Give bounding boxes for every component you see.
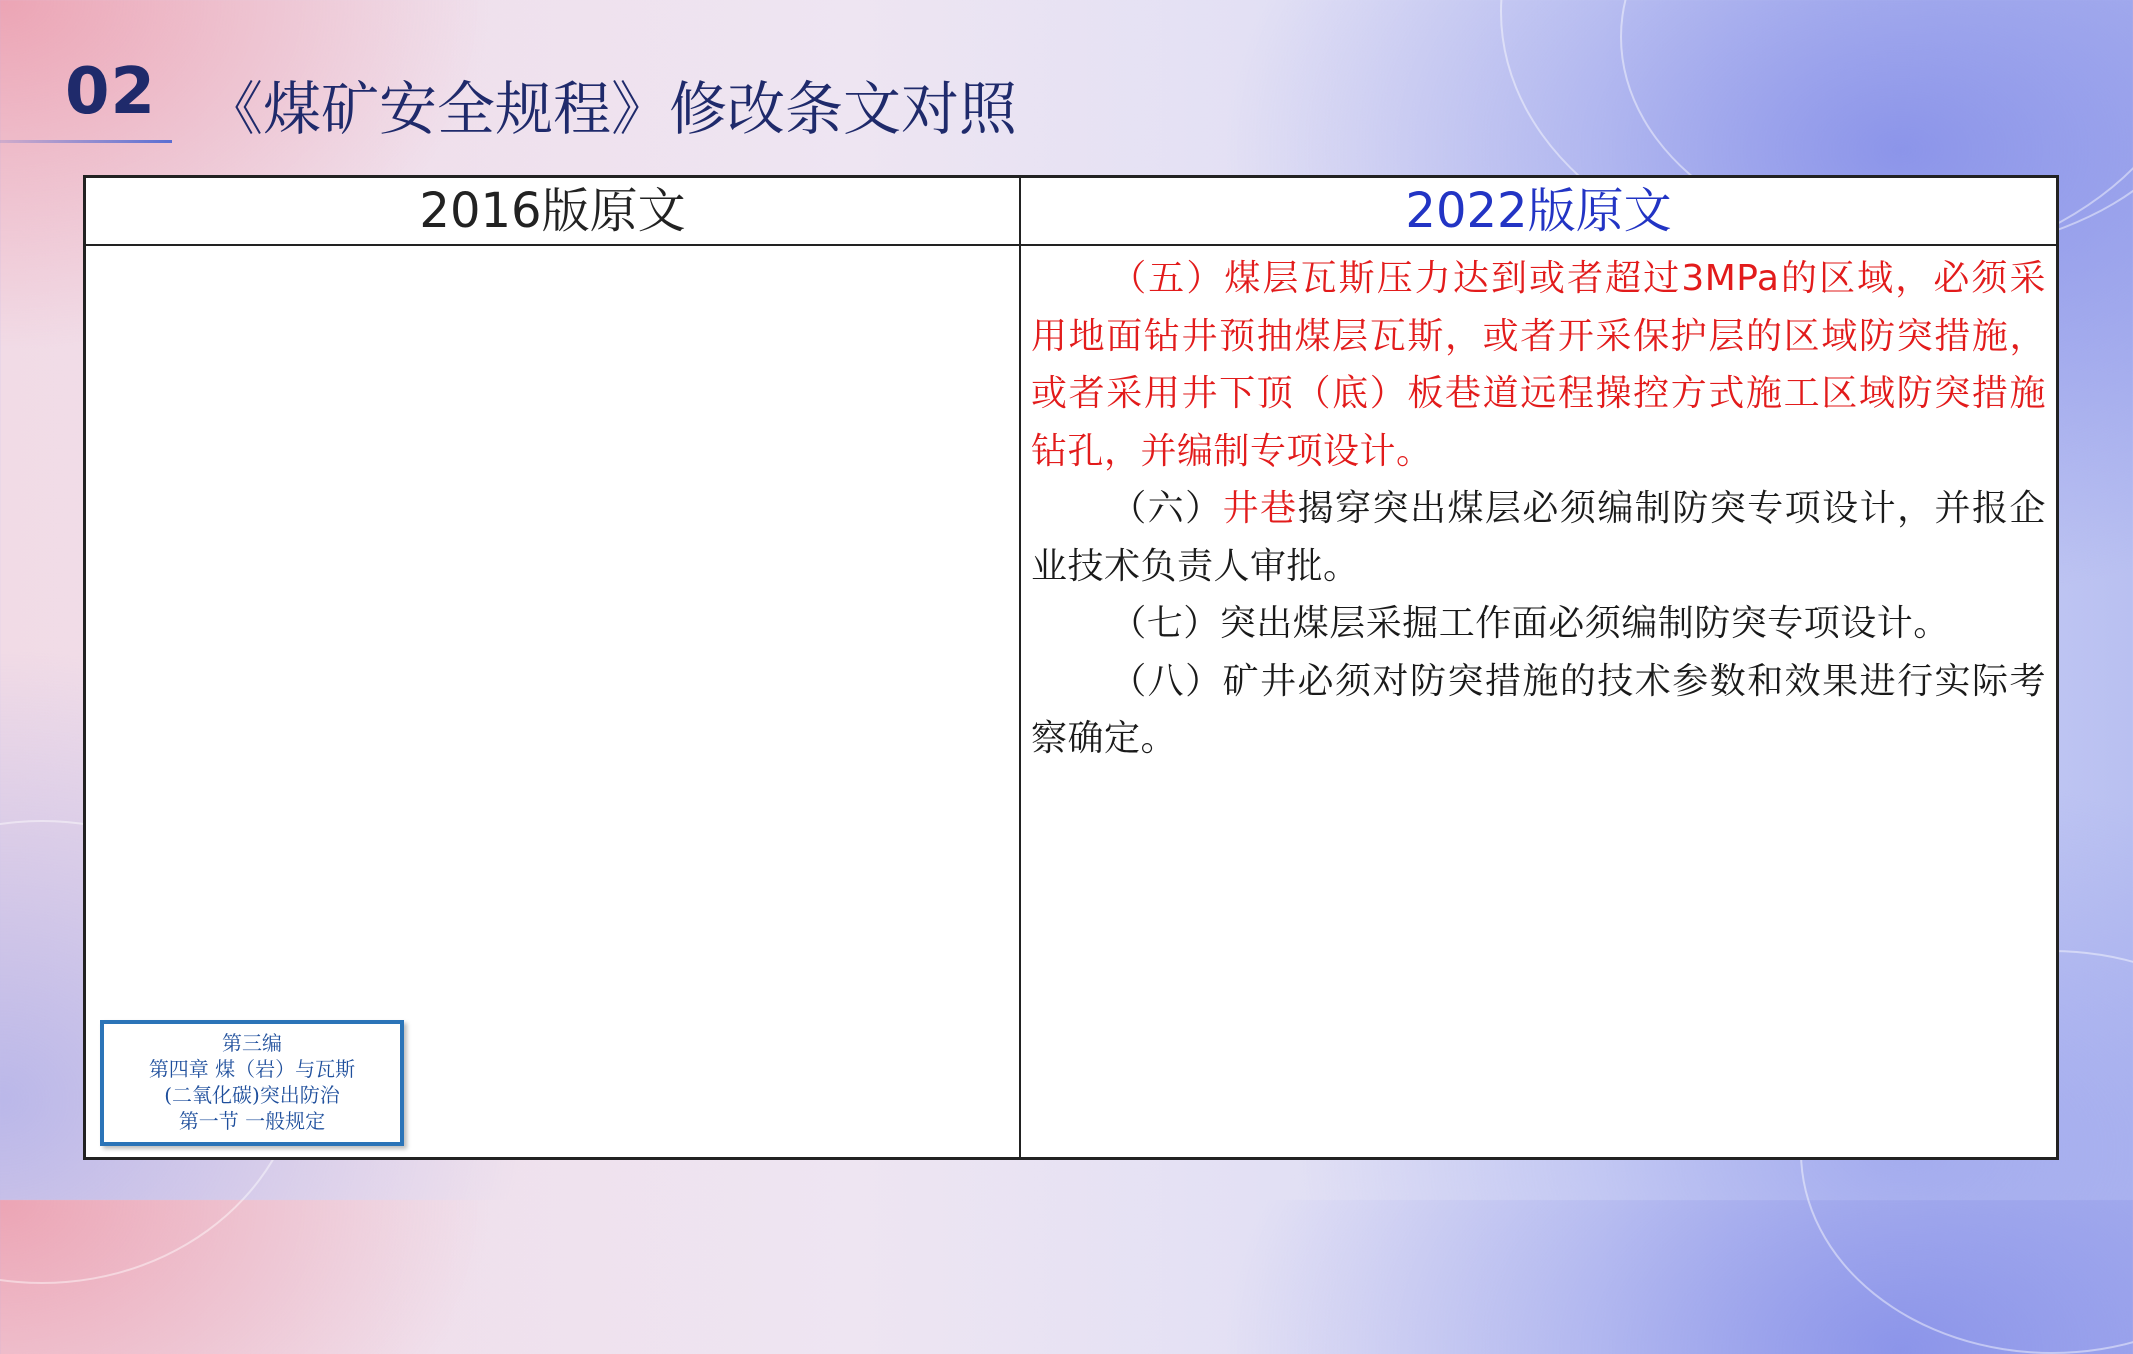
source-line: 第四章 煤（岩）与瓦斯 [148,1057,356,1081]
clause-text: （六） [1110,488,1223,529]
clause-text: （七）突出煤层采掘工作面必须编制防突专项设计。 [1110,603,1950,644]
clause-paragraph [1031,595,2046,653]
source-reference-box [100,1020,404,1146]
clause-paragraph [1031,653,2046,768]
clause-text: （八）矿井必须对防突措施的技术参数和效果进行实际考察确定。 [1031,660,2046,759]
right-column-body [1031,246,2046,768]
source-line: 第三编 [222,1031,282,1055]
right-column-header: 2022版原文 [1405,183,1672,239]
clause-paragraph [1031,250,2046,480]
source-line: (二氧化碳)突出防治 [164,1083,340,1107]
slide-number: 02 [65,55,157,129]
comparison-table [83,175,2059,1160]
slide-title: 《煤矿安全规程》修改条文对照 [205,75,1018,143]
slide-header [0,40,1200,150]
column-divider [1019,178,1021,1157]
clause-paragraph [1031,480,2046,595]
left-column-header: 2016版原文 [419,183,686,239]
source-line: 第一节 一般规定 [178,1109,326,1133]
clause-text: 揭穿突出煤层必须编制防突专项设计，并报企业技术负责人审批。 [1031,488,2046,587]
clause-text-red: （五）煤层瓦斯压力达到或者超过3MPa的区域，必须采用地面钻井预抽煤层瓦斯，或者开采保护层的区域防突措施，或者采用井下顶（底）板巷道远程操控方式施工区域防突措施钻孔，并编制专项设计。 [1031,258,2046,472]
slide-number-underline [0,140,172,143]
clause-text-red: 井巷 [1222,488,1298,529]
